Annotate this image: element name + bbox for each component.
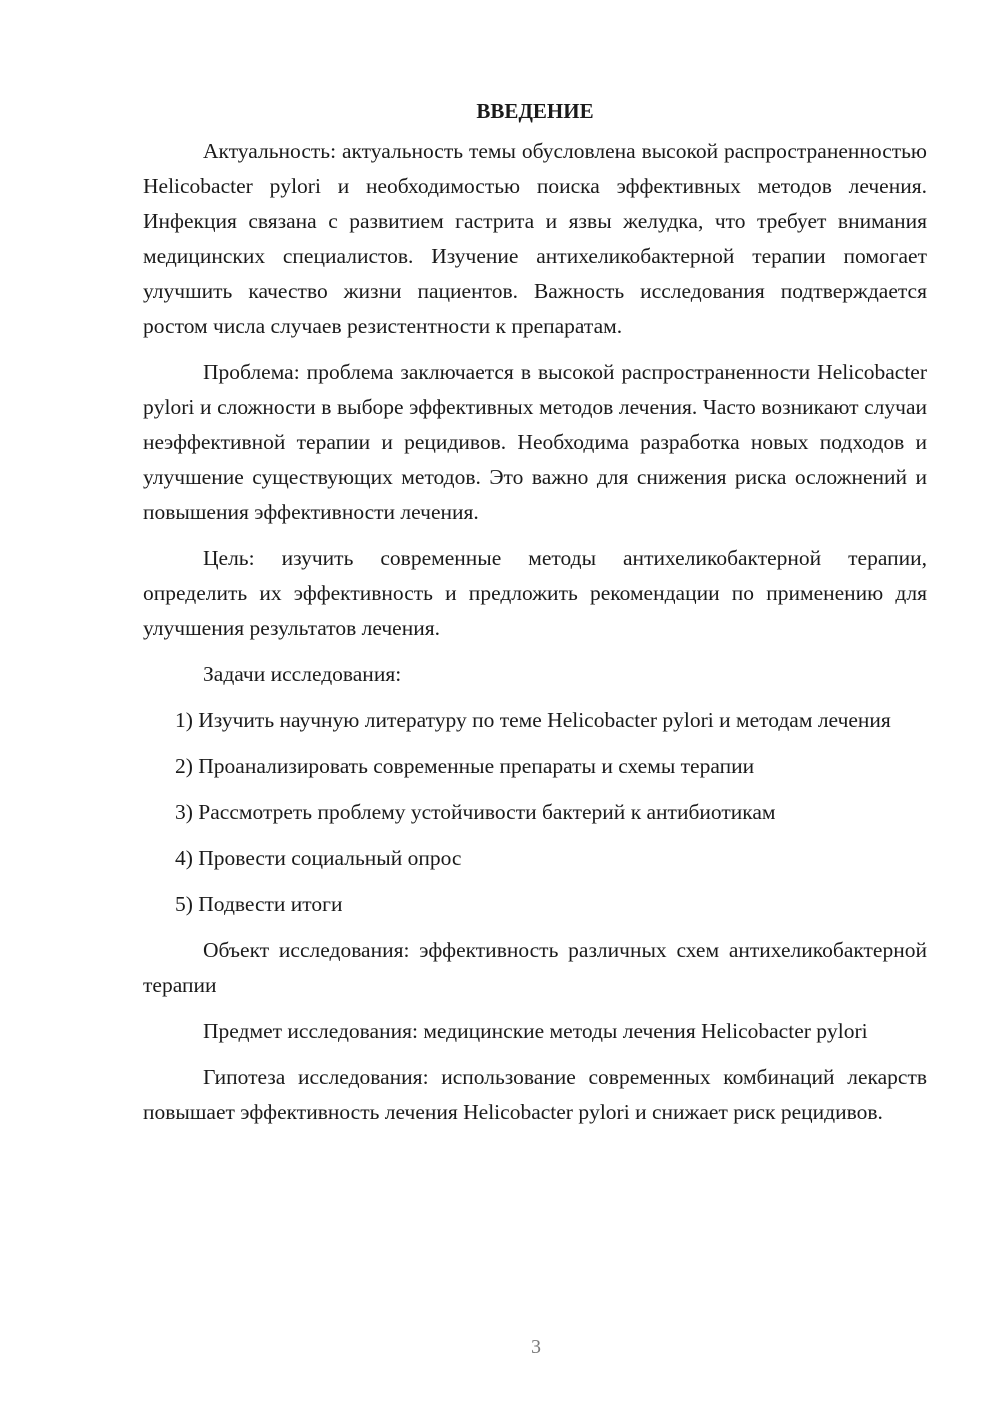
- task-item-5: 5) Подвести итоги: [175, 892, 343, 916]
- tasks-title: Задачи исследования:: [203, 662, 402, 686]
- tasks-list: [143, 703, 927, 922]
- relevance-paragraph: Актуальность: актуальность темы обусловлена высокой распространенностью Helicobacter pylori и необходимостью поиска эффективных методов лечения. Инфекция связана с развитием гастрита и язвы желудка, что требует внимания медицинских специалистов. Изучение антихеликобактерной терапии помогает улучшить качество жизни пациентов. Важность исследования подтверждается ростом числа случаев резистентности к препаратам.: [143, 139, 927, 338]
- task-item-2: 2) Проанализировать современные препараты и схемы терапии: [175, 754, 755, 778]
- page-content: [143, 96, 927, 1141]
- page-number: 3: [531, 1336, 541, 1358]
- section-heading: ВВЕДЕНИЕ: [476, 99, 594, 123]
- task-item-1: 1) Изучить научную литературу по теме Helicobacter pylori и методам лечения: [175, 708, 891, 732]
- hypothesis-paragraph: Гипотеза исследования: использование современных комбинаций лекарств повышает эффективность лечения Helicobacter pylori и снижает риск рецидивов.: [143, 1065, 927, 1124]
- task-item-4: 4) Провести социальный опрос: [175, 846, 462, 870]
- task-item-3: 3) Рассмотреть проблему устойчивости бактерий к антибиотикам: [175, 800, 776, 824]
- object-paragraph: Объект исследования: эффективность различных схем антихеликобактерной терапии: [143, 938, 927, 997]
- subject-paragraph: Предмет исследования: медицинские методы лечения Helicobacter pylori: [203, 1019, 868, 1043]
- goal-paragraph: Цель: изучить современные методы антихеликобактерной терапии, определить их эффективность и предложить рекомендации по применению для улучшения результатов лечения.: [143, 546, 927, 640]
- problem-paragraph: Проблема: проблема заключается в высокой распространенности Helicobacter pylori и сложности в выборе эффективных методов лечения. Часто возникают случаи неэффективной терапии и рецидивов. Необходима разработка новых подходов и улучшение существующих методов. Это важно для снижения риска осложнений и повышения эффективности лечения.: [143, 360, 927, 524]
